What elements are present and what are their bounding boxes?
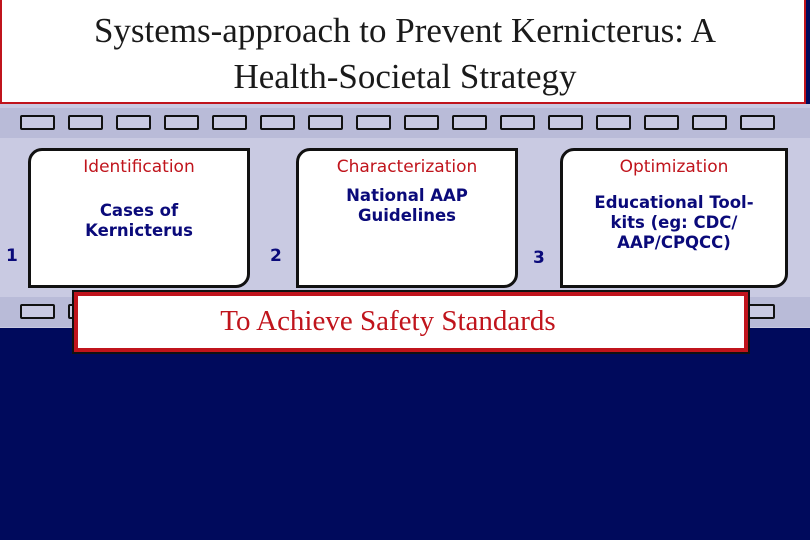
decorative-square xyxy=(548,115,583,130)
slide-title-box xyxy=(0,0,806,104)
step-body-line: AAP/CPQCC) xyxy=(617,233,731,252)
step-body-line: kits (eg: CDC/ xyxy=(610,213,738,232)
step-body-identification xyxy=(31,201,247,241)
slide-title xyxy=(2,8,808,100)
decorative-square xyxy=(644,115,679,130)
slide-title-line-2: Health-Societal Strategy xyxy=(233,57,577,96)
step-body-line: Cases of xyxy=(99,201,179,220)
decorative-square xyxy=(740,115,775,130)
decorative-square xyxy=(404,115,439,130)
decorative-square xyxy=(356,115,391,130)
step-body-line: Kernicterus xyxy=(85,221,193,240)
decorative-square xyxy=(596,115,631,130)
step-heading-identification: Identification xyxy=(83,157,195,177)
step-number-3: 3 xyxy=(533,248,545,268)
decorative-square xyxy=(500,115,535,130)
step-body-optimization xyxy=(563,193,785,253)
step-card-optimization xyxy=(560,148,788,288)
safety-standards-banner xyxy=(74,292,748,352)
step-body-line: Educational Tool- xyxy=(594,193,754,212)
step-body-line: Guidelines xyxy=(357,206,457,225)
decorative-square xyxy=(692,115,727,130)
step-heading-characterization: Characterization xyxy=(336,157,478,177)
step-card-identification xyxy=(28,148,250,288)
step-heading-optimization: Optimization xyxy=(619,157,729,177)
step-body-characterization xyxy=(299,186,515,226)
decorative-square-row-top xyxy=(0,108,810,138)
step-number-2: 2 xyxy=(270,246,282,266)
decorative-square xyxy=(20,115,55,130)
step-number-1: 1 xyxy=(6,246,18,266)
slide-title-line-1: Systems-approach to Prevent Kernicterus: A xyxy=(93,11,717,50)
banner-text: To Achieve Safety Standards xyxy=(220,305,556,337)
decorative-square xyxy=(452,115,487,130)
decorative-square xyxy=(20,304,55,319)
decorative-square xyxy=(116,115,151,130)
step-body-line: National AAP xyxy=(346,186,468,205)
decorative-square xyxy=(164,115,199,130)
decorative-square xyxy=(260,115,295,130)
decorative-square xyxy=(308,115,343,130)
decorative-square xyxy=(68,115,103,130)
decorative-square xyxy=(212,115,247,130)
step-card-characterization xyxy=(296,148,518,288)
